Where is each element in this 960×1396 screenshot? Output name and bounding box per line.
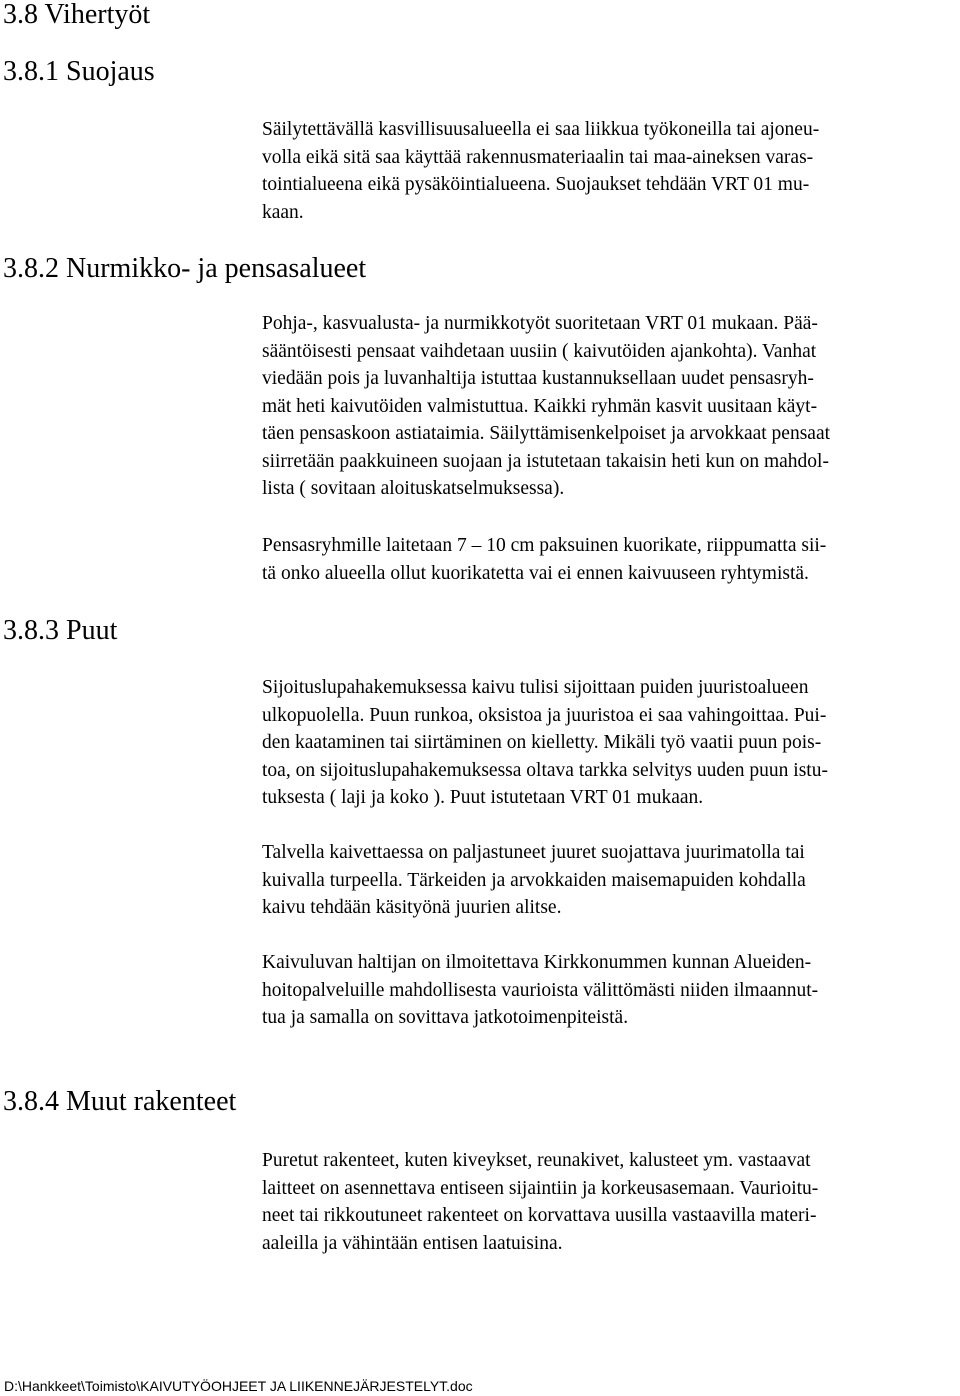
section-heading-nurmikko: 3.8.2 Nurmikko- ja pensasalueet (3, 253, 367, 284)
text-line: lista ( sovitaan aloituskatselmuksessa). (262, 478, 565, 499)
text-line: hoitopalveluille mahdollisesta vaurioista välittömästi niiden ilmaannut- (262, 979, 819, 1001)
section-heading-suojaus: 3.8.1 Suojaus (3, 56, 155, 87)
text-line: toa, on sijoituslupahakemuksessa oltava tarkka selvitys uuden puun istu- (262, 759, 828, 781)
paragraph-nurmikko-1 (262, 310, 960, 503)
text-line: laitteet on asennettava entiseen sijaintiin ja korkeusasemaan. Vaurioitu- (262, 1177, 819, 1199)
text-line: Sijoituslupahakemuksessa kaivu tulisi sijoittaan puiden juuristoalueen (262, 677, 809, 698)
text-line: Talvella kaivettaessa on paljastuneet juuret suojattava juurimatolla tai (262, 842, 805, 863)
text-line: kaan. (262, 201, 304, 223)
text-line: mät heti kaivutöiden valmistuttua. Kaikki ryhmän kasvit uusitaan käyt- (262, 395, 818, 417)
text-line: tointialueena eikä pysäköintialueena. Suojaukset tehdään VRT 01 mu- (262, 174, 810, 195)
paragraph-muut-rakenteet (262, 1147, 960, 1257)
text-line: siirretään paakkuineen suojaan ja istutetaan takaisin heti kun on mahdol- (262, 450, 829, 472)
text-line: den kaataminen tai siirtäminen on kielletty. Mikäli työ vaatii puun pois- (262, 732, 822, 753)
text-line: volla eikä sitä saa käyttää rakennusmateriaalin tai maa-aineksen varas- (262, 146, 814, 168)
text-line: Pohja-, kasvualusta- ja nurmikkotyöt suoritetaan VRT 01 mukaan. Pää- (262, 313, 818, 334)
section-heading-puut: 3.8.3 Puut (3, 615, 118, 646)
text-line: ulkopuolella. Puun runkoa, oksistoa ja juuristoa ei saa vahingoittaa. Pui- (262, 704, 827, 726)
paragraph-puut-2 (262, 839, 960, 922)
section-heading-muut-rakenteet: 3.8.4 Muut rakenteet (3, 1086, 237, 1117)
text-line: aaleilla ja vähintään entisen laatuisina. (262, 1232, 563, 1254)
paragraph-puut-1 (262, 674, 960, 812)
text-line: Säilytettävällä kasvillisuusalueella ei saa liikkua työkoneilla tai ajoneu- (262, 119, 820, 140)
text-line: täen pensaskoon astiataimia. Säilyttämisenkelpoiset ja arvokkaat pensaat (262, 423, 831, 444)
paragraph-puut-3 (262, 949, 960, 1032)
paragraph-nurmikko-2 (262, 532, 960, 587)
page-title: 3.8 Vihertyöt (3, 0, 151, 30)
text-line: tä onko alueella ollut kuorikatetta vai ei ennen kaivuuseen ryhtymistä. (262, 562, 809, 584)
text-line: neet tai rikkoutuneet rakenteet on korvattava uusilla vastaavilla materi- (262, 1205, 817, 1226)
text-line: sääntöisesti pensaat vaihdetaan uusiin ( kaivutöiden ajankohta). Vanhat (262, 340, 817, 362)
text-line: Pensasryhmille laitetaan 7 – 10 cm paksuinen kuorikate, riippumatta sii- (262, 535, 827, 556)
text-line: viedään pois ja luvanhaltija istuttaa kustannuksellaan uudet pensasryh- (262, 368, 814, 389)
text-line: Puretut rakenteet, kuten kiveykset, reunakivet, kalusteet ym. vastaavat (262, 1150, 811, 1171)
text-line: tua ja samalla on sovittava jatkotoimenpiteistä. (262, 1007, 629, 1028)
text-line: kuivalla turpeella. Tärkeiden ja arvokkaiden maisemapuiden kohdalla (262, 869, 806, 891)
text-line: tuksesta ( laji ja koko ). Puut istutetaan VRT 01 mukaan. (262, 787, 704, 808)
text-line: Kaivuluvan haltijan on ilmoitettava Kirkkonummen kunnan Alueiden- (262, 952, 812, 973)
footer-file-path: D:\Hankkeet\Toimisto\KAIVUTYÖOHJEET JA LIIKENNEJÄRJESTELYT.doc (4, 1378, 473, 1394)
paragraph-suojaus (262, 116, 960, 226)
text-line: kaivu tehdään käsityönä juurien alitse. (262, 897, 562, 918)
